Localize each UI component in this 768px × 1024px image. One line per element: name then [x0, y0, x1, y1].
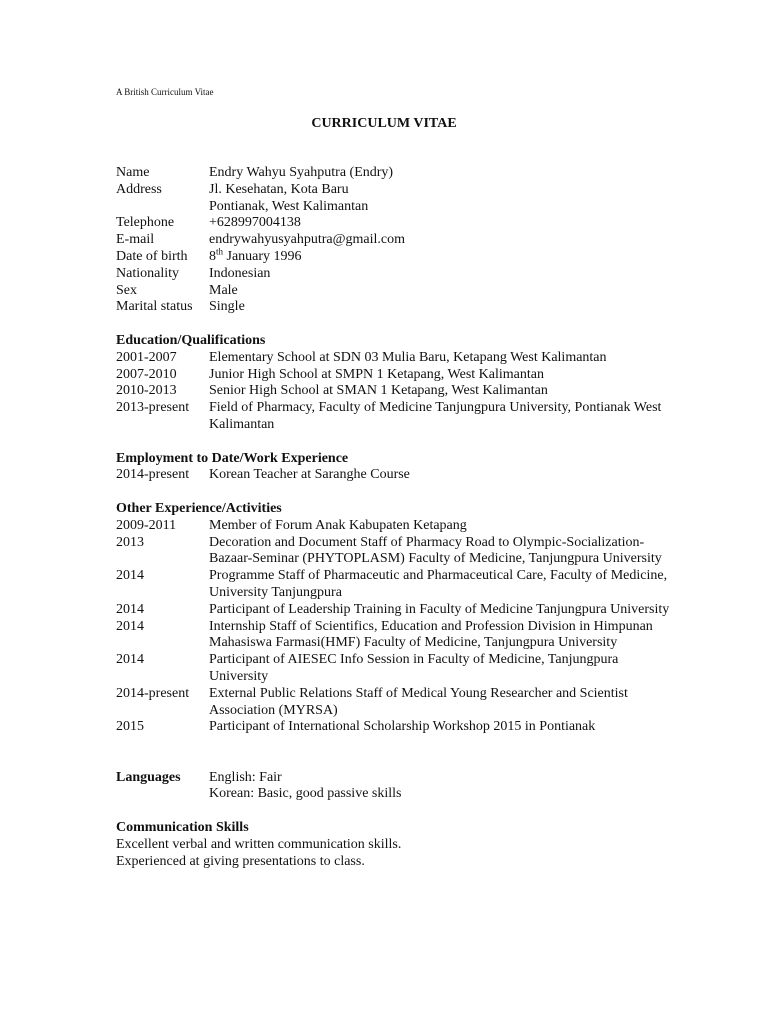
education-item: [116, 367, 676, 384]
dob-ordinal: th: [216, 246, 224, 257]
activity-period: 2009-2011: [116, 517, 177, 533]
employment-heading: Employment to Date/Work Experience: [116, 450, 349, 466]
marital-label: Marital status: [116, 299, 193, 315]
name-label: Name: [116, 165, 150, 180]
education-text: Junior High School at SMPN 1 Ketapang, West Kalimantan: [209, 366, 544, 382]
communication-heading: Communication Skills: [116, 820, 249, 836]
activity-period: 2014-present: [116, 685, 190, 701]
dob-month-year: January 1996: [223, 248, 302, 264]
nationality-value: Indonesian: [209, 265, 271, 281]
name-value: Endry Wahyu Syahputra (Endry): [209, 165, 394, 180]
communication-line: Experienced at giving presentations to class.: [116, 853, 365, 869]
education-text: Field of Pharmacy, Faculty of Medicine Tanjungpura University, Pontianak West Kalimantan: [209, 400, 662, 432]
activity-item: [116, 619, 676, 653]
language-item: Korean: Basic, good passive skills: [209, 786, 402, 802]
activity-text: Internship Staff of Scientifics, Education and Profession Division in Himpunan Mahasiswa Farmasi(HMF) Faculty of Medicine, Tanjungpura University: [209, 618, 653, 651]
employment-item: [116, 467, 676, 484]
education-item: [116, 350, 676, 367]
activity-item: [116, 602, 676, 619]
activity-item: [116, 535, 676, 569]
education-period: 2010-2013: [116, 383, 177, 399]
activity-item: [116, 568, 676, 602]
education-item: [116, 383, 676, 400]
personal-row-address-2: [116, 199, 676, 216]
languages-label: Languages: [116, 769, 181, 785]
sex-label: Sex: [116, 282, 137, 298]
activity-item: [116, 652, 676, 686]
activity-text: Participant of Leadership Training in Faculty of Medicine Tanjungpura University: [209, 601, 670, 617]
activity-text: Programme Staff of Pharmaceutic and Pharmaceutical Care, Faculty of Medicine, University Tanjungpura: [209, 568, 668, 600]
education-text: Elementary School at SDN 03 Mulia Baru, Ketapang West Kalimantan: [209, 349, 607, 365]
sex-value: Male: [209, 282, 238, 298]
personal-row-sex: [116, 283, 676, 300]
personal-row-marital: [116, 299, 676, 316]
other-experience-heading: Other Experience/Activities: [116, 500, 282, 516]
personal-row-nationality: [116, 266, 676, 283]
nationality-label: Nationality: [116, 265, 179, 281]
language-item: English: Fair: [209, 769, 282, 785]
telephone-label: Telephone: [116, 215, 175, 231]
personal-row-email: [116, 232, 676, 249]
languages-row: [116, 770, 676, 787]
activity-text: Participant of AIESEC Info Session in Faculty of Medicine, Tanjungpura University: [209, 652, 619, 684]
communication-line: Excellent verbal and written communication skills.: [116, 836, 402, 852]
marital-value: Single: [209, 299, 245, 315]
activity-text: Member of Forum Anak Kabupaten Ketapang: [209, 517, 467, 533]
cv-body: [116, 165, 676, 870]
activity-text: External Public Relations Staff of Medical Young Researcher and Scientist Association (MYRSA): [209, 685, 628, 718]
education-heading: Education/Qualifications: [116, 332, 266, 348]
dob-day: 8: [209, 248, 216, 264]
activity-item: [116, 719, 676, 736]
education-item: [116, 400, 676, 434]
document-title: CURRICULUM VITAE: [311, 116, 457, 131]
address-label: Address: [116, 181, 162, 197]
employment-text: Korean Teacher at Saranghe Course: [209, 467, 410, 483]
education-text: Senior High School at SMAN 1 Ketapang, West Kalimantan: [209, 383, 548, 399]
education-period: 2007-2010: [116, 366, 177, 382]
personal-row-address: [116, 182, 676, 199]
activity-text: Participant of International Scholarship Workshop 2015 in Pontianak: [209, 719, 596, 735]
personal-row-telephone: [116, 215, 676, 232]
dob-value: [209, 246, 676, 266]
address-value-line1: Jl. Kesehatan, Kota Baru: [209, 181, 349, 197]
activity-item: [116, 686, 676, 720]
address-value-line2: Pontianak, West Kalimantan: [209, 198, 369, 214]
employment-period: 2014-present: [116, 467, 190, 483]
education-period: 2013-present: [116, 400, 190, 416]
education-period: 2001-2007: [116, 349, 177, 365]
activity-text: Decoration and Document Staff of Pharmacy Road to Olympic-Socialization-Bazaar-Seminar (PHYTOPLASM) Faculty of Medicine, Tanjungpura University: [209, 534, 662, 567]
activity-period: 2013: [116, 534, 144, 550]
dob-label: Date of birth: [116, 248, 188, 264]
telephone-value: +628997004138: [209, 215, 301, 231]
languages-row-2: [116, 786, 676, 803]
email-value: endrywahyusyahputra@gmail.com: [209, 232, 406, 248]
activity-period: 2014: [116, 618, 144, 634]
activity-period: 2014: [116, 568, 144, 584]
personal-row-dob: [116, 246, 676, 266]
personal-row-name: [116, 165, 676, 182]
activity-item: [116, 518, 676, 535]
document-header-note: A British Curriculum Vitae: [116, 87, 214, 97]
email-label: E-mail: [116, 232, 155, 248]
activity-period: 2014: [116, 652, 144, 668]
activity-period: 2014: [116, 601, 144, 617]
activity-period: 2015: [116, 719, 144, 735]
